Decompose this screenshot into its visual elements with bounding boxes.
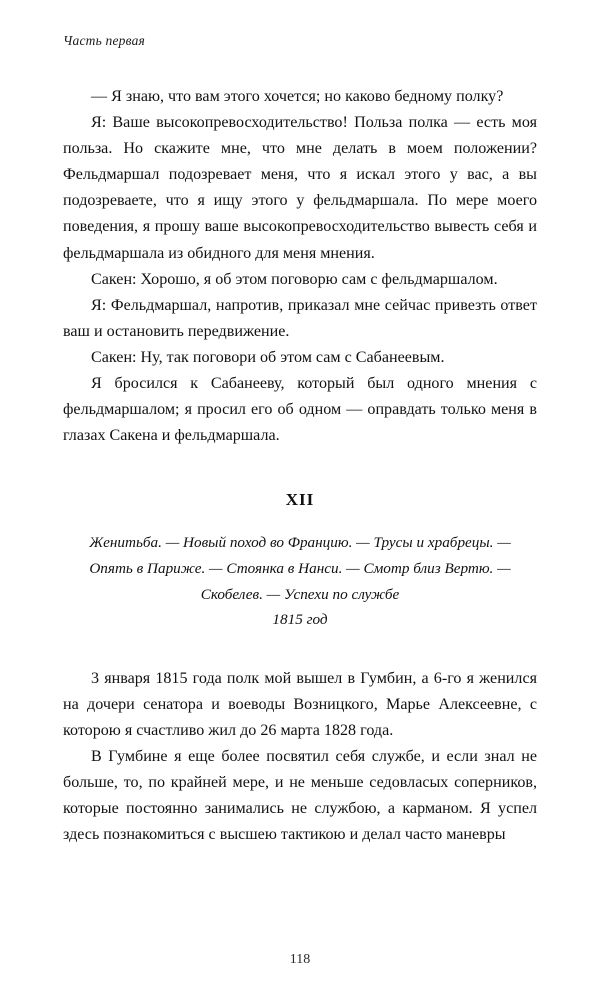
paragraph: В Гумбине я еще более посвятил себя службе, и если знал не больше, то, по крайней мере, и не меньше седовласых соперников, которые постоянно занимались не службою, а карманом. Я успел здесь познакомиться с высшею тактикою и делал часто маневры: [63, 747, 537, 844]
section-spacer: [63, 449, 537, 487]
running-head: Часть первая: [63, 33, 145, 48]
paragraph: Сакен: Ну, так поговори об этом сам с Сабанеевым.: [91, 348, 445, 366]
chapter-number-heading: XII: [285, 490, 315, 510]
chapter-epigraph-year: 1815 год: [272, 611, 328, 629]
page-text-block: [63, 84, 537, 848]
epigraph-spacer-top: [63, 513, 537, 530]
paragraph: Я бросился к Сабанееву, который был одного мнения с фельдмаршалом; я просил его об одном — оправдать только меня в глазах Сакена и фельдмаршала.: [63, 375, 537, 445]
paragraph: Сакен: Хорошо, я об этом поговорю сам с фельдмаршалом.: [91, 270, 498, 288]
epigraph-spacer-bottom: [63, 633, 537, 666]
paragraph: Я: Ваше высокопревосходительство! Польза полка — есть моя польза. Но скажите мне, что мне делать в моем положении? Фельдмаршал подозревает меня, что я искал этого у вас, а вы подозреваете, что я ищу этого у фельдмаршала. По мере моего поведения, я прошу ваше высокопревосходительство вывесть себя и фельдмаршала из обидного для меня мнения.: [63, 114, 537, 262]
paragraph: — Я знаю, что вам этого хочется; но каково бедному полку?: [91, 88, 504, 105]
chapter-epigraph: Женитьба. — Новый поход во Францию. — Трусы и храбрецы. — Опять в Париже. — Стоянка в Нанси. — Смотр близ Вертю. — Скобелев. — Успехи по службе: [89, 534, 511, 603]
page-number: 118: [289, 952, 311, 967]
paragraph: 3 января 1815 года полк мой вышел в Гумбин, а 6-го я женился на дочери сенатора и воеводы Возницкого, Марье Алексеевне, с которою я счастливо жил до 26 марта 1828 года.: [63, 669, 537, 739]
paragraph: Я: Фельдмаршал, напротив, приказал мне сейчас привезть ответ ваш и остановить передвижение.: [63, 296, 537, 340]
